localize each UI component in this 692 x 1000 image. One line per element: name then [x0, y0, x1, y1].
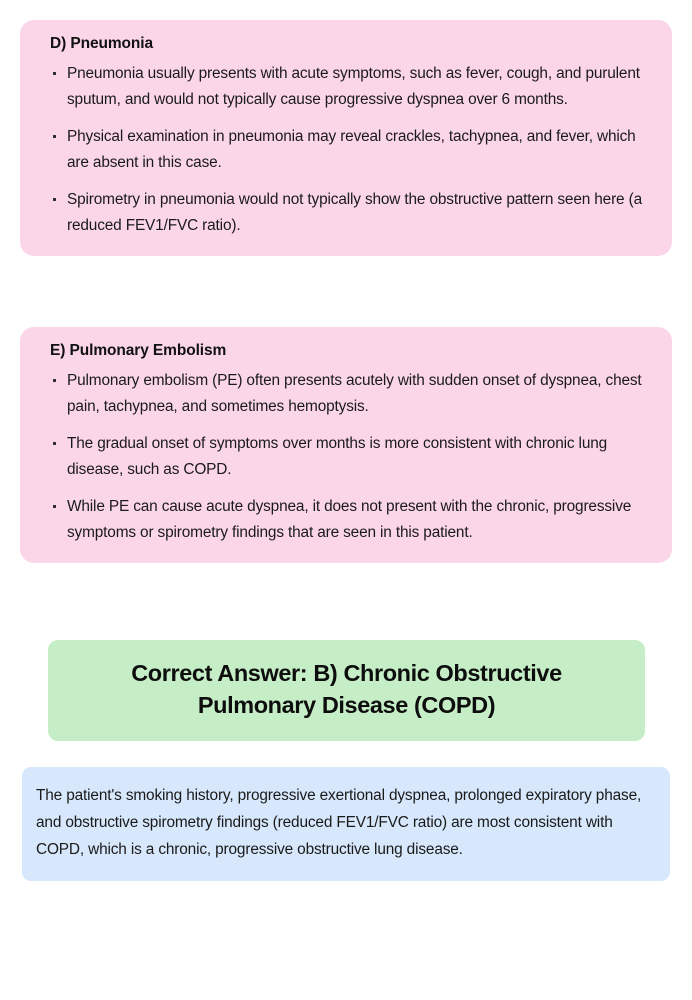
explanation-text: The patient's smoking history, progressive exertional dyspnea, prolonged expiratory phase, and obstructive spirometry findings (reduced FEV1/FVC ratio) are most consistent with COPD, which is a chronic, progressive obstructive lung disease. — [36, 787, 642, 858]
option-card-d — [20, 20, 672, 256]
option-card-d-bullet-list — [36, 61, 652, 240]
option-card-d-title: D) Pneumonia — [50, 35, 154, 52]
list-item: Spirometry in pneumonia would not typically show the obstructive pattern seen here (a reduced FEV1/FVC ratio). — [36, 187, 652, 240]
list-item: Pneumonia usually presents with acute symptoms, such as fever, cough, and purulent sputum, and would not typically cause progressive dyspnea over 6 months. — [36, 61, 652, 114]
correct-answer-banner — [48, 640, 645, 741]
list-item: The gradual onset of symptoms over months is more consistent with chronic lung disease, such as COPD. — [36, 431, 652, 484]
list-item: Pulmonary embolism (PE) often presents acutely with sudden onset of dyspnea, chest pain, tachypnea, and sometimes hemoptysis. — [36, 368, 652, 421]
correct-answer-text: Correct Answer: B) Chronic Obstructive Pulmonary Disease (COPD) — [131, 660, 562, 719]
option-card-e-bullet-list — [36, 368, 652, 547]
option-card-e — [20, 327, 672, 563]
list-item: Physical examination in pneumonia may reveal crackles, tachypnea, and fever, which are absent in this case. — [36, 124, 652, 177]
list-item: While PE can cause acute dyspnea, it does not present with the chronic, progressive symptoms or spirometry findings that are seen in this patient. — [36, 494, 652, 547]
option-card-e-title: E) Pulmonary Embolism — [50, 342, 227, 359]
explanation-box — [22, 767, 670, 881]
